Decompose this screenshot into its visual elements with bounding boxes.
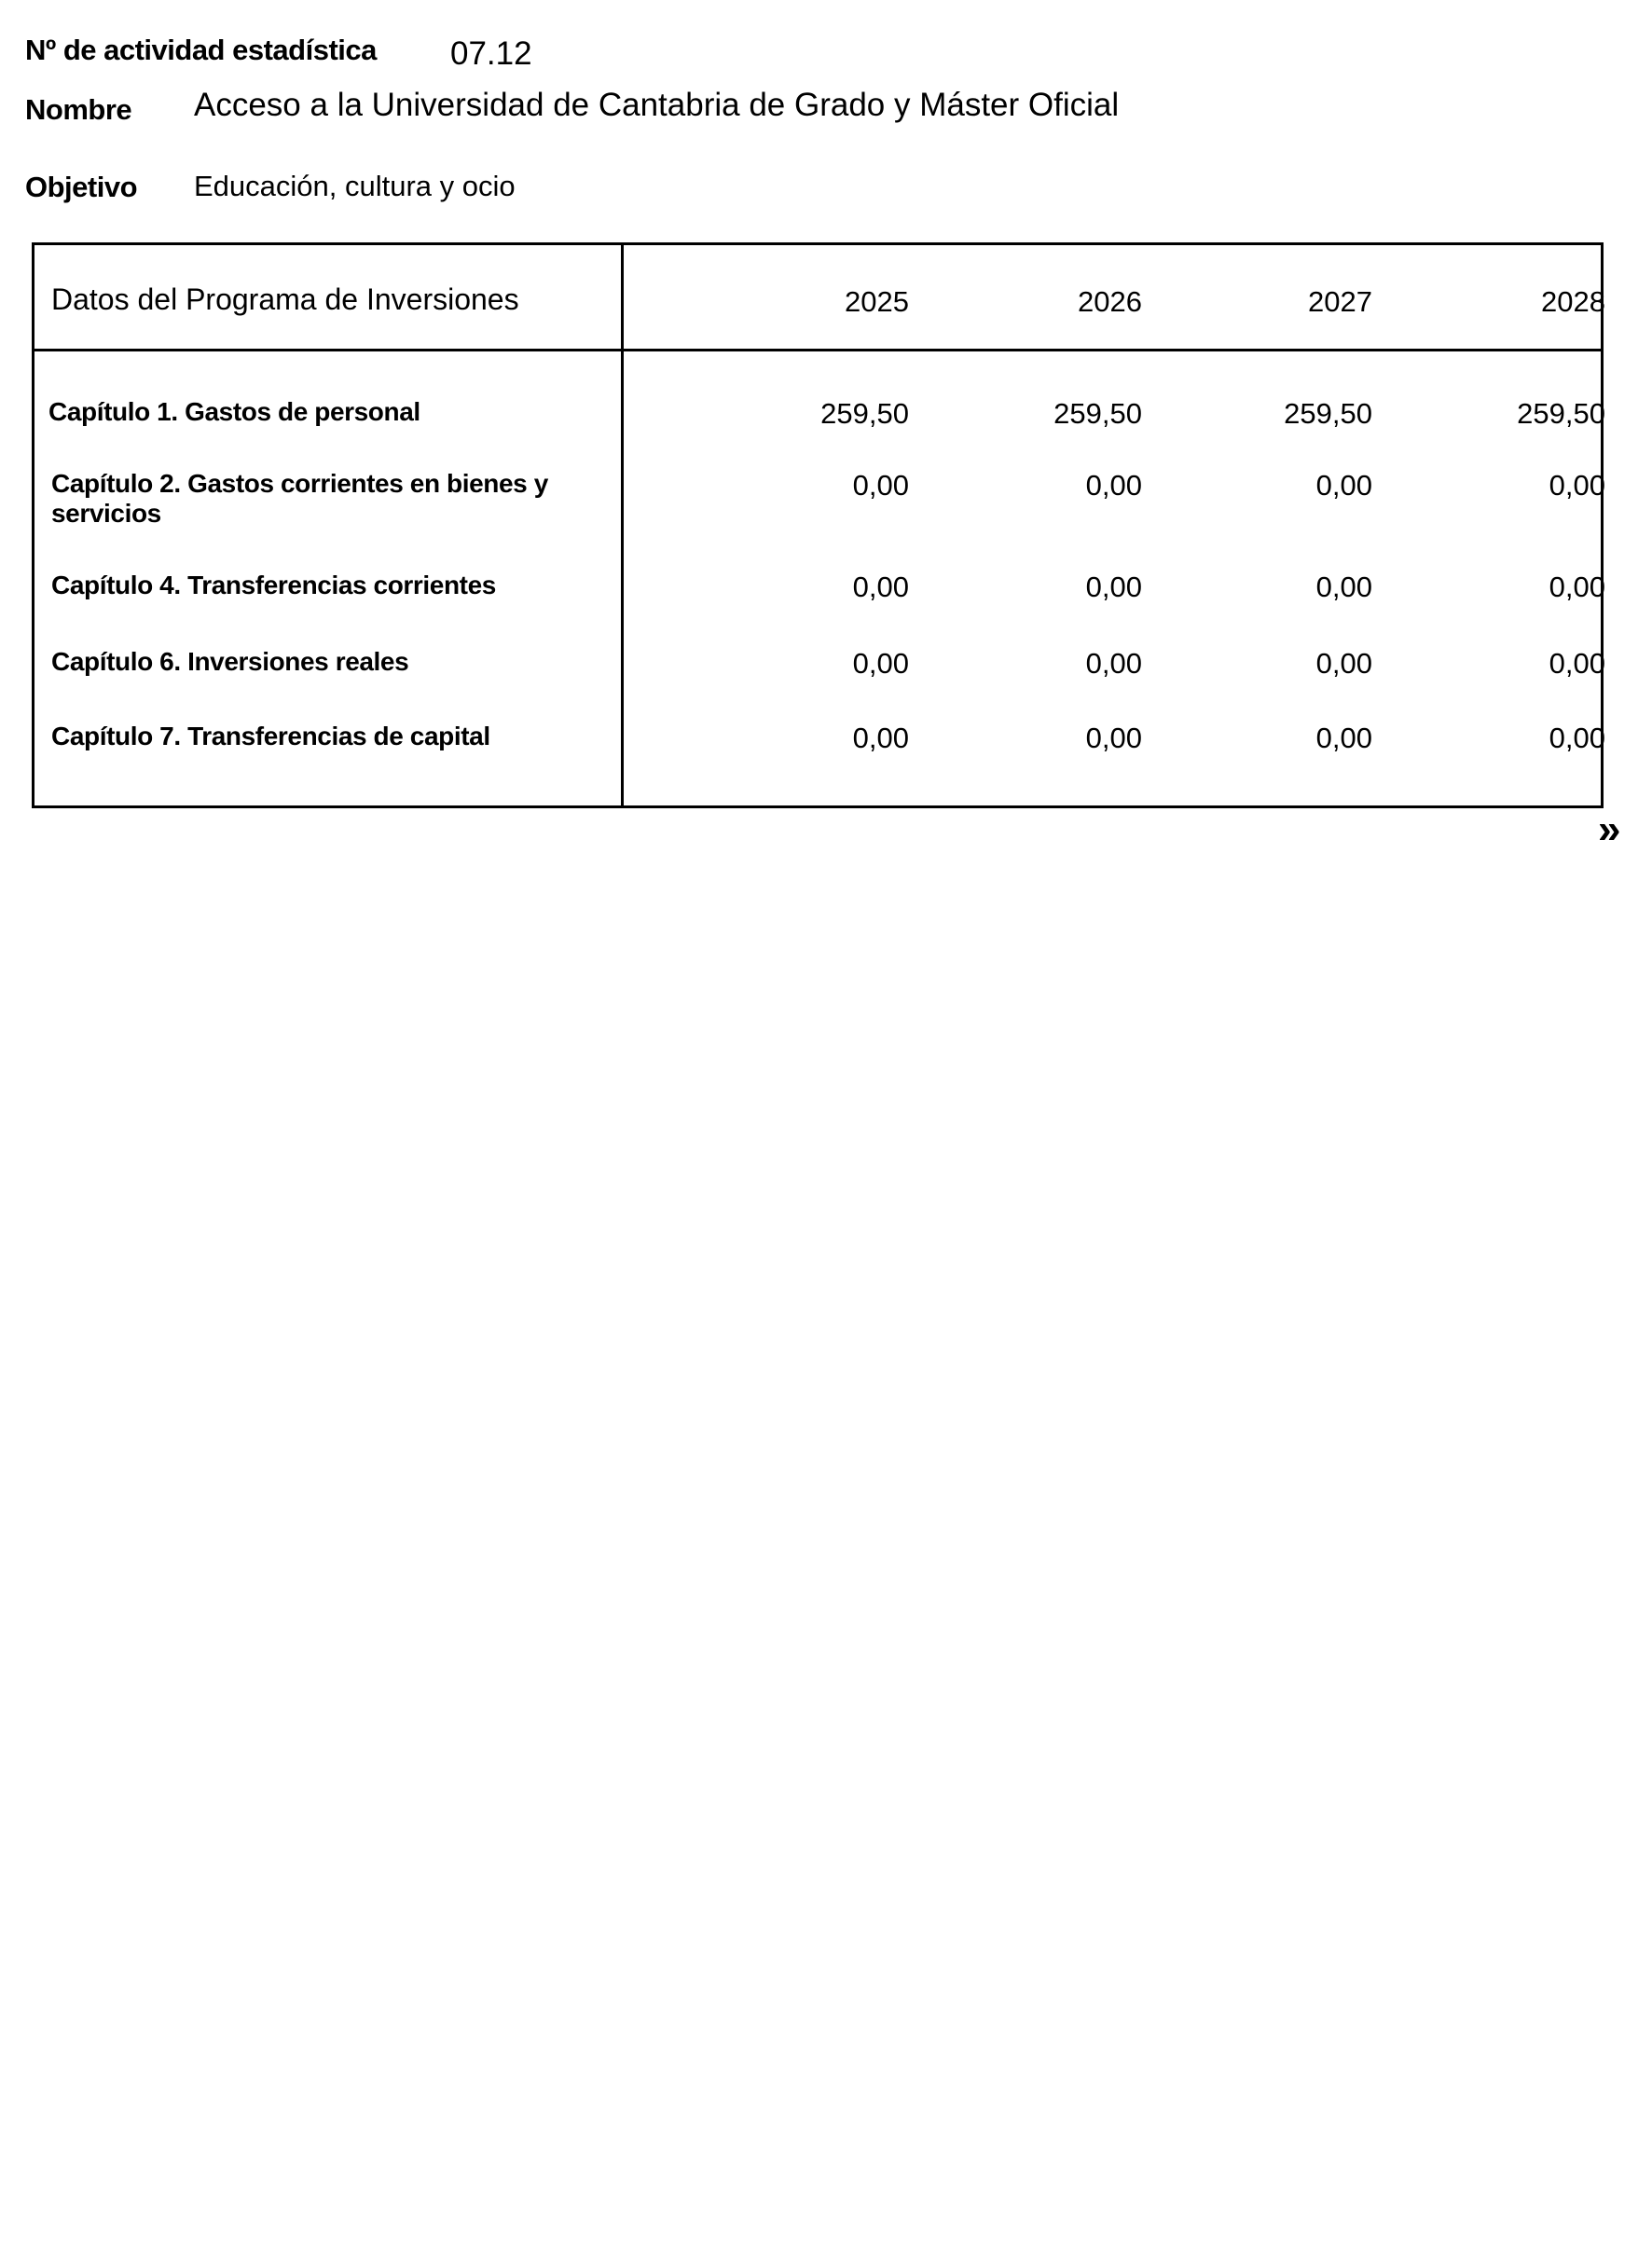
cell-capitulo-6-2027: 0,00 [1315, 647, 1372, 680]
cell-capitulo-1-2027: 259,50 [1284, 397, 1372, 430]
name-label: Nombre [25, 93, 132, 126]
investment-table [32, 242, 1604, 808]
table-header-label: Datos del Programa de Inversiones [51, 282, 519, 316]
cell-capitulo-4-2026: 0,00 [1085, 571, 1142, 603]
objective-value: Educación, cultura y ocio [194, 170, 516, 202]
cell-capitulo-2-2026: 0,00 [1085, 469, 1142, 502]
row-label-capitulo-6: Capítulo 6. Inversiones reales [51, 647, 409, 676]
name-value: Acceso a la Universidad de Cantabria de Grado y Máster Oficial [194, 87, 1120, 123]
year-header-2027: 2027 [1308, 285, 1372, 318]
column-divider [621, 245, 624, 805]
cell-capitulo-1-2028: 259,50 [1517, 397, 1605, 430]
cell-capitulo-4-2028: 0,00 [1549, 571, 1605, 603]
cell-capitulo-1-2025: 259,50 [820, 397, 909, 430]
activity-number-value: 07.12 [450, 35, 532, 72]
row-label-capitulo-2: Capítulo 2. Gastos corrientes en bienes y servicios [51, 469, 548, 528]
next-page-icon: » [1598, 806, 1621, 852]
cell-capitulo-2-2028: 0,00 [1549, 469, 1605, 502]
cell-capitulo-6-2025: 0,00 [852, 647, 909, 680]
year-header-2025: 2025 [845, 285, 909, 318]
cell-capitulo-6-2026: 0,00 [1085, 647, 1142, 680]
year-header-2028: 2028 [1541, 285, 1605, 318]
cell-capitulo-7-2026: 0,00 [1085, 722, 1142, 754]
row-label-capitulo-7: Capítulo 7. Transferencias de capital [51, 722, 490, 750]
cell-capitulo-4-2027: 0,00 [1315, 571, 1372, 603]
year-header-2026: 2026 [1078, 285, 1142, 318]
cell-capitulo-7-2025: 0,00 [852, 722, 909, 754]
cell-capitulo-2-2027: 0,00 [1315, 469, 1372, 502]
cell-capitulo-2-2025: 0,00 [852, 469, 909, 502]
activity-number-label: Nº de actividad estadística [25, 34, 377, 66]
cell-capitulo-7-2027: 0,00 [1315, 722, 1372, 754]
cell-capitulo-4-2025: 0,00 [852, 571, 909, 603]
cell-capitulo-1-2026: 259,50 [1053, 397, 1142, 430]
cell-capitulo-7-2028: 0,00 [1549, 722, 1605, 754]
header-divider [34, 349, 1601, 351]
cell-capitulo-6-2028: 0,00 [1549, 647, 1605, 680]
objective-label: Objetivo [25, 171, 138, 203]
row-label-capitulo-1: Capítulo 1. Gastos de personal [48, 397, 420, 426]
row-label-capitulo-4: Capítulo 4. Transferencias corrientes [51, 571, 496, 599]
